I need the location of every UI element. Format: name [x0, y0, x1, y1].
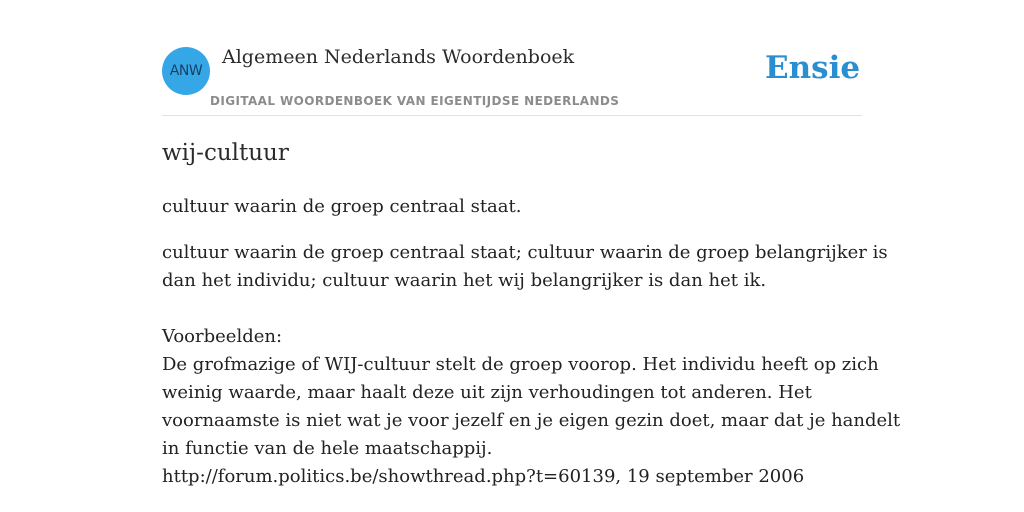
- ensie-brand-link[interactable]: Ensie: [765, 50, 861, 86]
- example-line: weinig waarde, maar haalt deze uit zijn verhoudingen tot anderen. Het: [162, 382, 812, 403]
- entry-headword: wij-cultuur: [162, 140, 289, 166]
- short-definition: cultuur waarin de groep centraal staat.: [162, 196, 522, 217]
- long-definition-line: dan het individu; cultuur waarin het wij belangrijker is dan het ik.: [162, 270, 767, 291]
- examples-label: Voorbeelden:: [162, 326, 283, 347]
- long-definition-line: cultuur waarin de groep centraal staat; cultuur waarin de groep belangrijker is: [162, 242, 888, 263]
- header-divider: [162, 115, 862, 116]
- example-line: voornaamste is niet wat je voor jezelf en je eigen gezin doet, maar dat je handelt: [162, 410, 901, 431]
- site-title: Algemeen Nederlands Woordenboek: [222, 46, 575, 68]
- example-line: De grofmazige of WIJ-cultuur stelt de groep voorop. Het individu heeft op zich: [162, 354, 879, 375]
- site-subtitle: DIGITAAL WOORDENBOEK VAN EIGENTIJDSE NEDERLANDS: [210, 94, 620, 108]
- spacer: [162, 295, 862, 323]
- anw-logo-text: ANW: [169, 63, 203, 79]
- example-line: in functie van de hele maatschappij.: [162, 438, 493, 459]
- example-source: http://forum.politics.be/showthread.php?t=60139, 19 september 2006: [162, 466, 805, 487]
- anw-logo[interactable]: [162, 47, 210, 95]
- long-definition: [162, 239, 901, 491]
